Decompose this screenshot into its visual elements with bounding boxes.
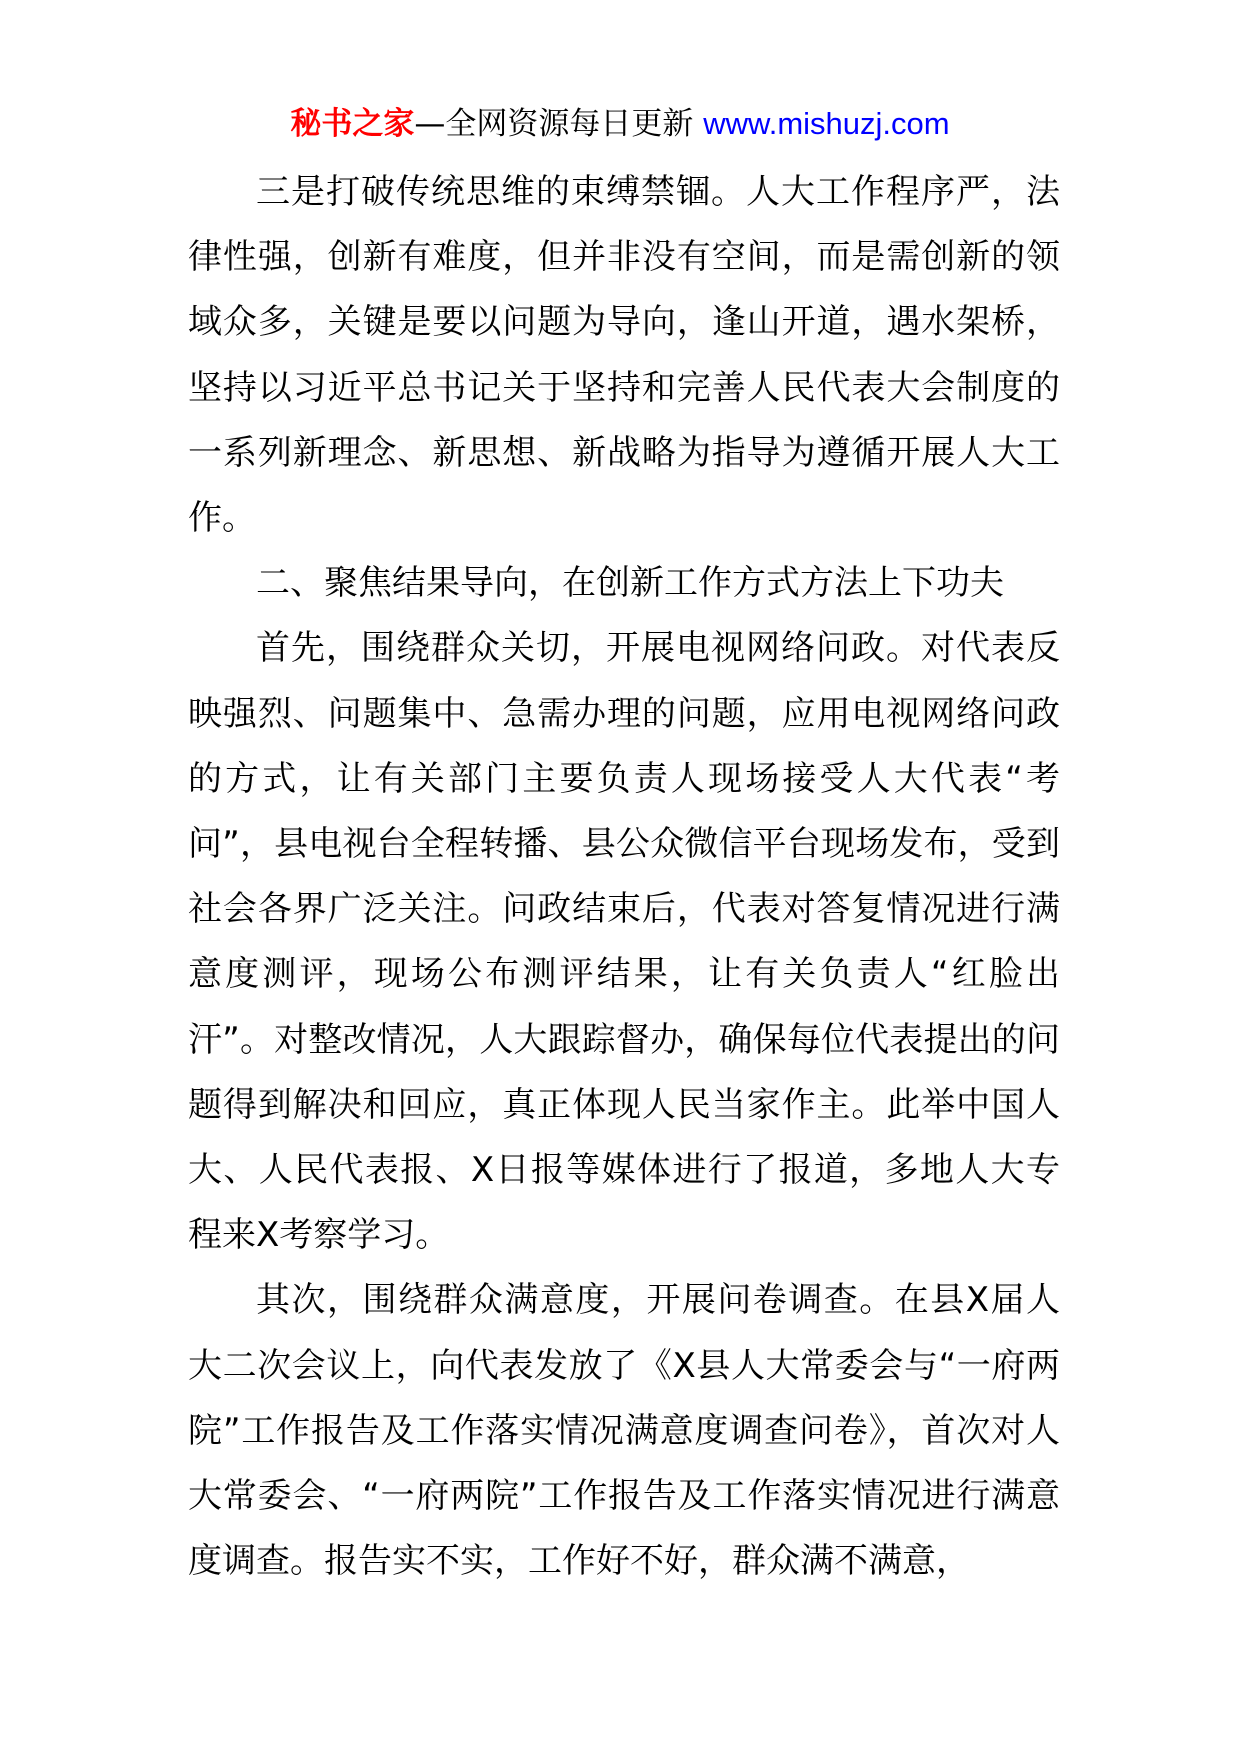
section-heading: 二、聚焦结果导向，在创新工作方式方法上下功夫 <box>256 563 1004 604</box>
paragraph-1: 三是打破传统思维的束缚禁锢。人大工作程序严，法律性强，创新有难度，但并非没有空间，而是需创新的领域众多，关键是要以问题为导向，逢山开道，遇水架桥，坚持以习近平总书记关于坚持和完善人民代表大会制度的一系列新理念、新思想、新战略为指导为遵循开展人大工作。 <box>188 172 1060 539</box>
header-slogan: —全网资源每日更新 <box>414 106 704 142</box>
document-body <box>188 160 1060 1594</box>
paragraph-3: 其次，围绕群众满意度，开展问卷调查。在县X届人大二次会议上，向代表发放了《X县人大常委会与“一府两院”工作报告及工作落实情况满意度调查问卷》，首次对人大常委会、“一府两院”工作报告及工作落实情况进行满意度调查。报告实不实，工作好不好，群众满不满意， <box>188 1280 1060 1582</box>
header-url[interactable]: www.mishuzj.com <box>703 106 950 141</box>
paragraph-2: 首先，围绕群众关切，开展电视网络问政。对代表反映强烈、问题集中、急需办理的问题，应用电视网络问政的方式，让有关部门主要负责人现场接受人大代表“考问”，县电视台全程转播、县公众微信平台现场发布，受到社会各界广泛关注。问政结束后，代表对答复情况进行满意度测评，现场公布测评结果，让有关负责人“红脸出汗”。对整改情况，人大跟踪督办，确保每位代表提出的问题得到解决和回应，真正体现人民当家作主。此举中国人大、人民代表报、X日报等媒体进行了报道，多地人大专程来X考察学习。 <box>188 628 1060 1256</box>
watermark-header <box>0 102 1240 146</box>
header-brand: 秘书之家 <box>290 106 415 142</box>
